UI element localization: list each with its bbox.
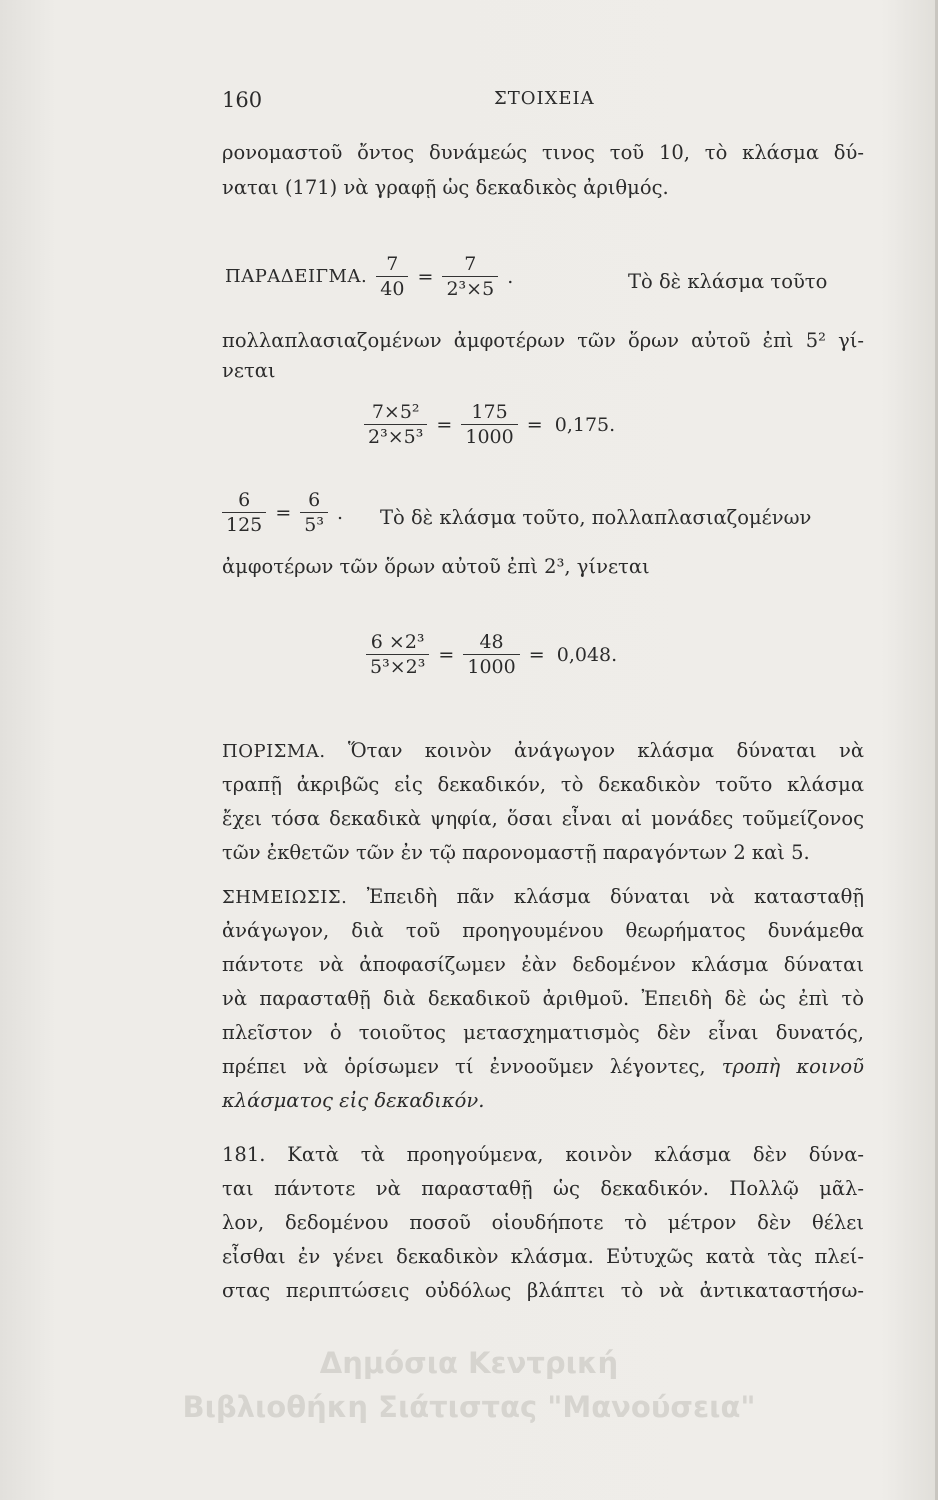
denominator: 2³×5³ bbox=[364, 424, 427, 449]
text-line: ται πάντοτε νὰ παρασταθῇ ὡς δεκαδικόν. Πολλῷ μᾶλ- bbox=[222, 1177, 864, 1200]
equals-sign: = bbox=[438, 643, 455, 666]
library-watermark: Βιβλιοθήκη Σιάτιστας "Μανούσεια" bbox=[182, 1390, 756, 1424]
text-line bbox=[222, 1050, 864, 1083]
equation bbox=[364, 400, 618, 449]
denominator: 5³ bbox=[300, 512, 328, 537]
page-number: 160 bbox=[222, 88, 263, 112]
equals-sign: = bbox=[436, 413, 453, 436]
denominator: 5³×2³ bbox=[366, 654, 429, 679]
numerator: 7 bbox=[464, 253, 477, 275]
fraction bbox=[463, 630, 519, 679]
section-label: ΣΗΜΕΙΩΣΙΣ. bbox=[222, 887, 348, 908]
text-line: πάντοτε νὰ ἀποφασίζωμεν ἐὰν δεδομένον κλάσμα δύναται bbox=[222, 953, 864, 976]
numerator: 6 bbox=[238, 489, 251, 511]
period: . bbox=[337, 501, 344, 524]
text-line: τραπῇ ἀκριβῶς εἰς δεκαδικόν, τὸ δεκαδικὸν τοῦτο κλάσμα bbox=[222, 773, 864, 796]
result: 0,048. bbox=[556, 643, 618, 666]
result: 0,175. bbox=[554, 413, 616, 436]
text-line: πολλαπλασιαζομένων ἀμφοτέρων τῶν ὅρων αὐτοῦ ἐπὶ 5² γί- bbox=[222, 329, 864, 352]
text-line: ἀμφοτέρων τῶν ὅρων αὐτοῦ ἐπὶ 2³, γίνεται bbox=[222, 555, 650, 578]
text-line: λον, δεδομένου ποσοῦ οἱουδήποτε τὸ μέτρον δὲν θέλει bbox=[222, 1211, 864, 1234]
italic-term: κλάσματος εἰς δεκαδικόν. bbox=[222, 1089, 485, 1112]
text-line bbox=[222, 880, 864, 914]
text-span: Ὅταν κοινὸν ἀνάγωγον κλάσμα δύναται νὰ bbox=[347, 739, 864, 762]
period: . bbox=[507, 265, 514, 288]
running-title: ΣΤΟΙΧΕΙΑ bbox=[494, 88, 595, 109]
fraction bbox=[222, 488, 266, 537]
equals-sign: = bbox=[526, 413, 543, 436]
example-tail: Τὸ δὲ κλάσμα τοῦτο, πολλαπλασιαζομένων bbox=[380, 506, 812, 529]
italic-term: τροπὴ κοινοῦ bbox=[721, 1055, 864, 1078]
denominator: 1000 bbox=[461, 424, 517, 449]
denominator: 2³×5 bbox=[442, 276, 498, 301]
text-span: πρέπει νὰ ὁρίσωμεν τί ἐννοοῦμεν λέγοντες, bbox=[222, 1055, 706, 1078]
numerator: 175 bbox=[471, 401, 508, 423]
text-line: νεται bbox=[222, 359, 276, 382]
text-line: 181. Κατὰ τὰ προηγούμενα, κοινὸν κλάσμα δὲν δύνα- bbox=[222, 1143, 864, 1166]
fraction bbox=[376, 252, 408, 301]
text-line: ρονομαστοῦ ὄντος δυνάμεώς τινος τοῦ 10, τὸ κλάσμα δύ- bbox=[222, 141, 864, 164]
numerator: 7 bbox=[386, 253, 399, 275]
equals-sign: = bbox=[275, 501, 292, 524]
example-tail: Τὸ δὲ κλάσμα τοῦτο bbox=[628, 270, 828, 293]
text-line: εἶσθαι ἐν γένει δεκαδικὸν κλάσμα. Εὐτυχῶς κατὰ τὰς πλεί- bbox=[222, 1245, 864, 1268]
text-line: νὰ παρασταθῇ διὰ δεκαδικοῦ ἀριθμοῦ. Ἐπειδὴ δὲ ὡς ἐπὶ τὸ bbox=[222, 987, 864, 1010]
text-line: τῶν ἐκθετῶν τῶν ἐν τῷ παρονομαστῇ παραγόντων 2 καὶ 5. bbox=[222, 841, 810, 864]
text-line: ἀνάγωγον, διὰ τοῦ προηγουμένου θεωρήματος δυνάμεθα bbox=[222, 919, 864, 942]
equals-sign: = bbox=[528, 643, 545, 666]
text-line bbox=[222, 734, 864, 768]
page-header bbox=[222, 88, 862, 118]
denominator: 125 bbox=[222, 512, 266, 537]
example-line bbox=[222, 252, 516, 301]
fraction bbox=[300, 488, 328, 537]
fraction bbox=[442, 252, 498, 301]
text-span: Ἐπειδὴ πᾶν κλάσμα δύναται νὰ κατασταθῇ bbox=[366, 885, 865, 908]
text-line: πλεῖστον ὁ τοιοῦτος μετασχηματισμὸς δὲν εἶναι δυνατός, bbox=[222, 1021, 864, 1044]
text-line: ἔχει τόσα δεκαδικὰ ψηφία, ὅσαι εἶναι αἱ μονάδες τοῦμείζονος bbox=[222, 807, 864, 830]
text-line: στας περιπτώσεις οὐδόλως βλάπτει τὸ νὰ ἀντικαταστήσω- bbox=[222, 1279, 864, 1302]
fraction bbox=[366, 630, 429, 679]
denominator: 1000 bbox=[463, 654, 519, 679]
library-watermark: Δημόσια Κεντρική bbox=[319, 1346, 619, 1380]
equals-sign: = bbox=[417, 265, 434, 288]
denominator: 40 bbox=[376, 276, 408, 301]
equation bbox=[222, 488, 346, 537]
numerator: 6 bbox=[308, 489, 321, 511]
numerator: 48 bbox=[479, 631, 504, 653]
fraction bbox=[364, 400, 427, 449]
numerator: 7×5² bbox=[371, 401, 420, 423]
numerator: 6 ×2³ bbox=[370, 631, 425, 653]
section-label: ΠΟΡΙΣΜΑ. bbox=[222, 741, 326, 762]
fraction bbox=[461, 400, 517, 449]
example-label: ΠΑΡΑΔΕΙΓΜΑ. bbox=[225, 266, 368, 287]
equation bbox=[366, 630, 620, 679]
text-line: ναται (171) νὰ γραφῇ ὡς δεκαδικὸς ἀριθμός. bbox=[222, 176, 669, 199]
